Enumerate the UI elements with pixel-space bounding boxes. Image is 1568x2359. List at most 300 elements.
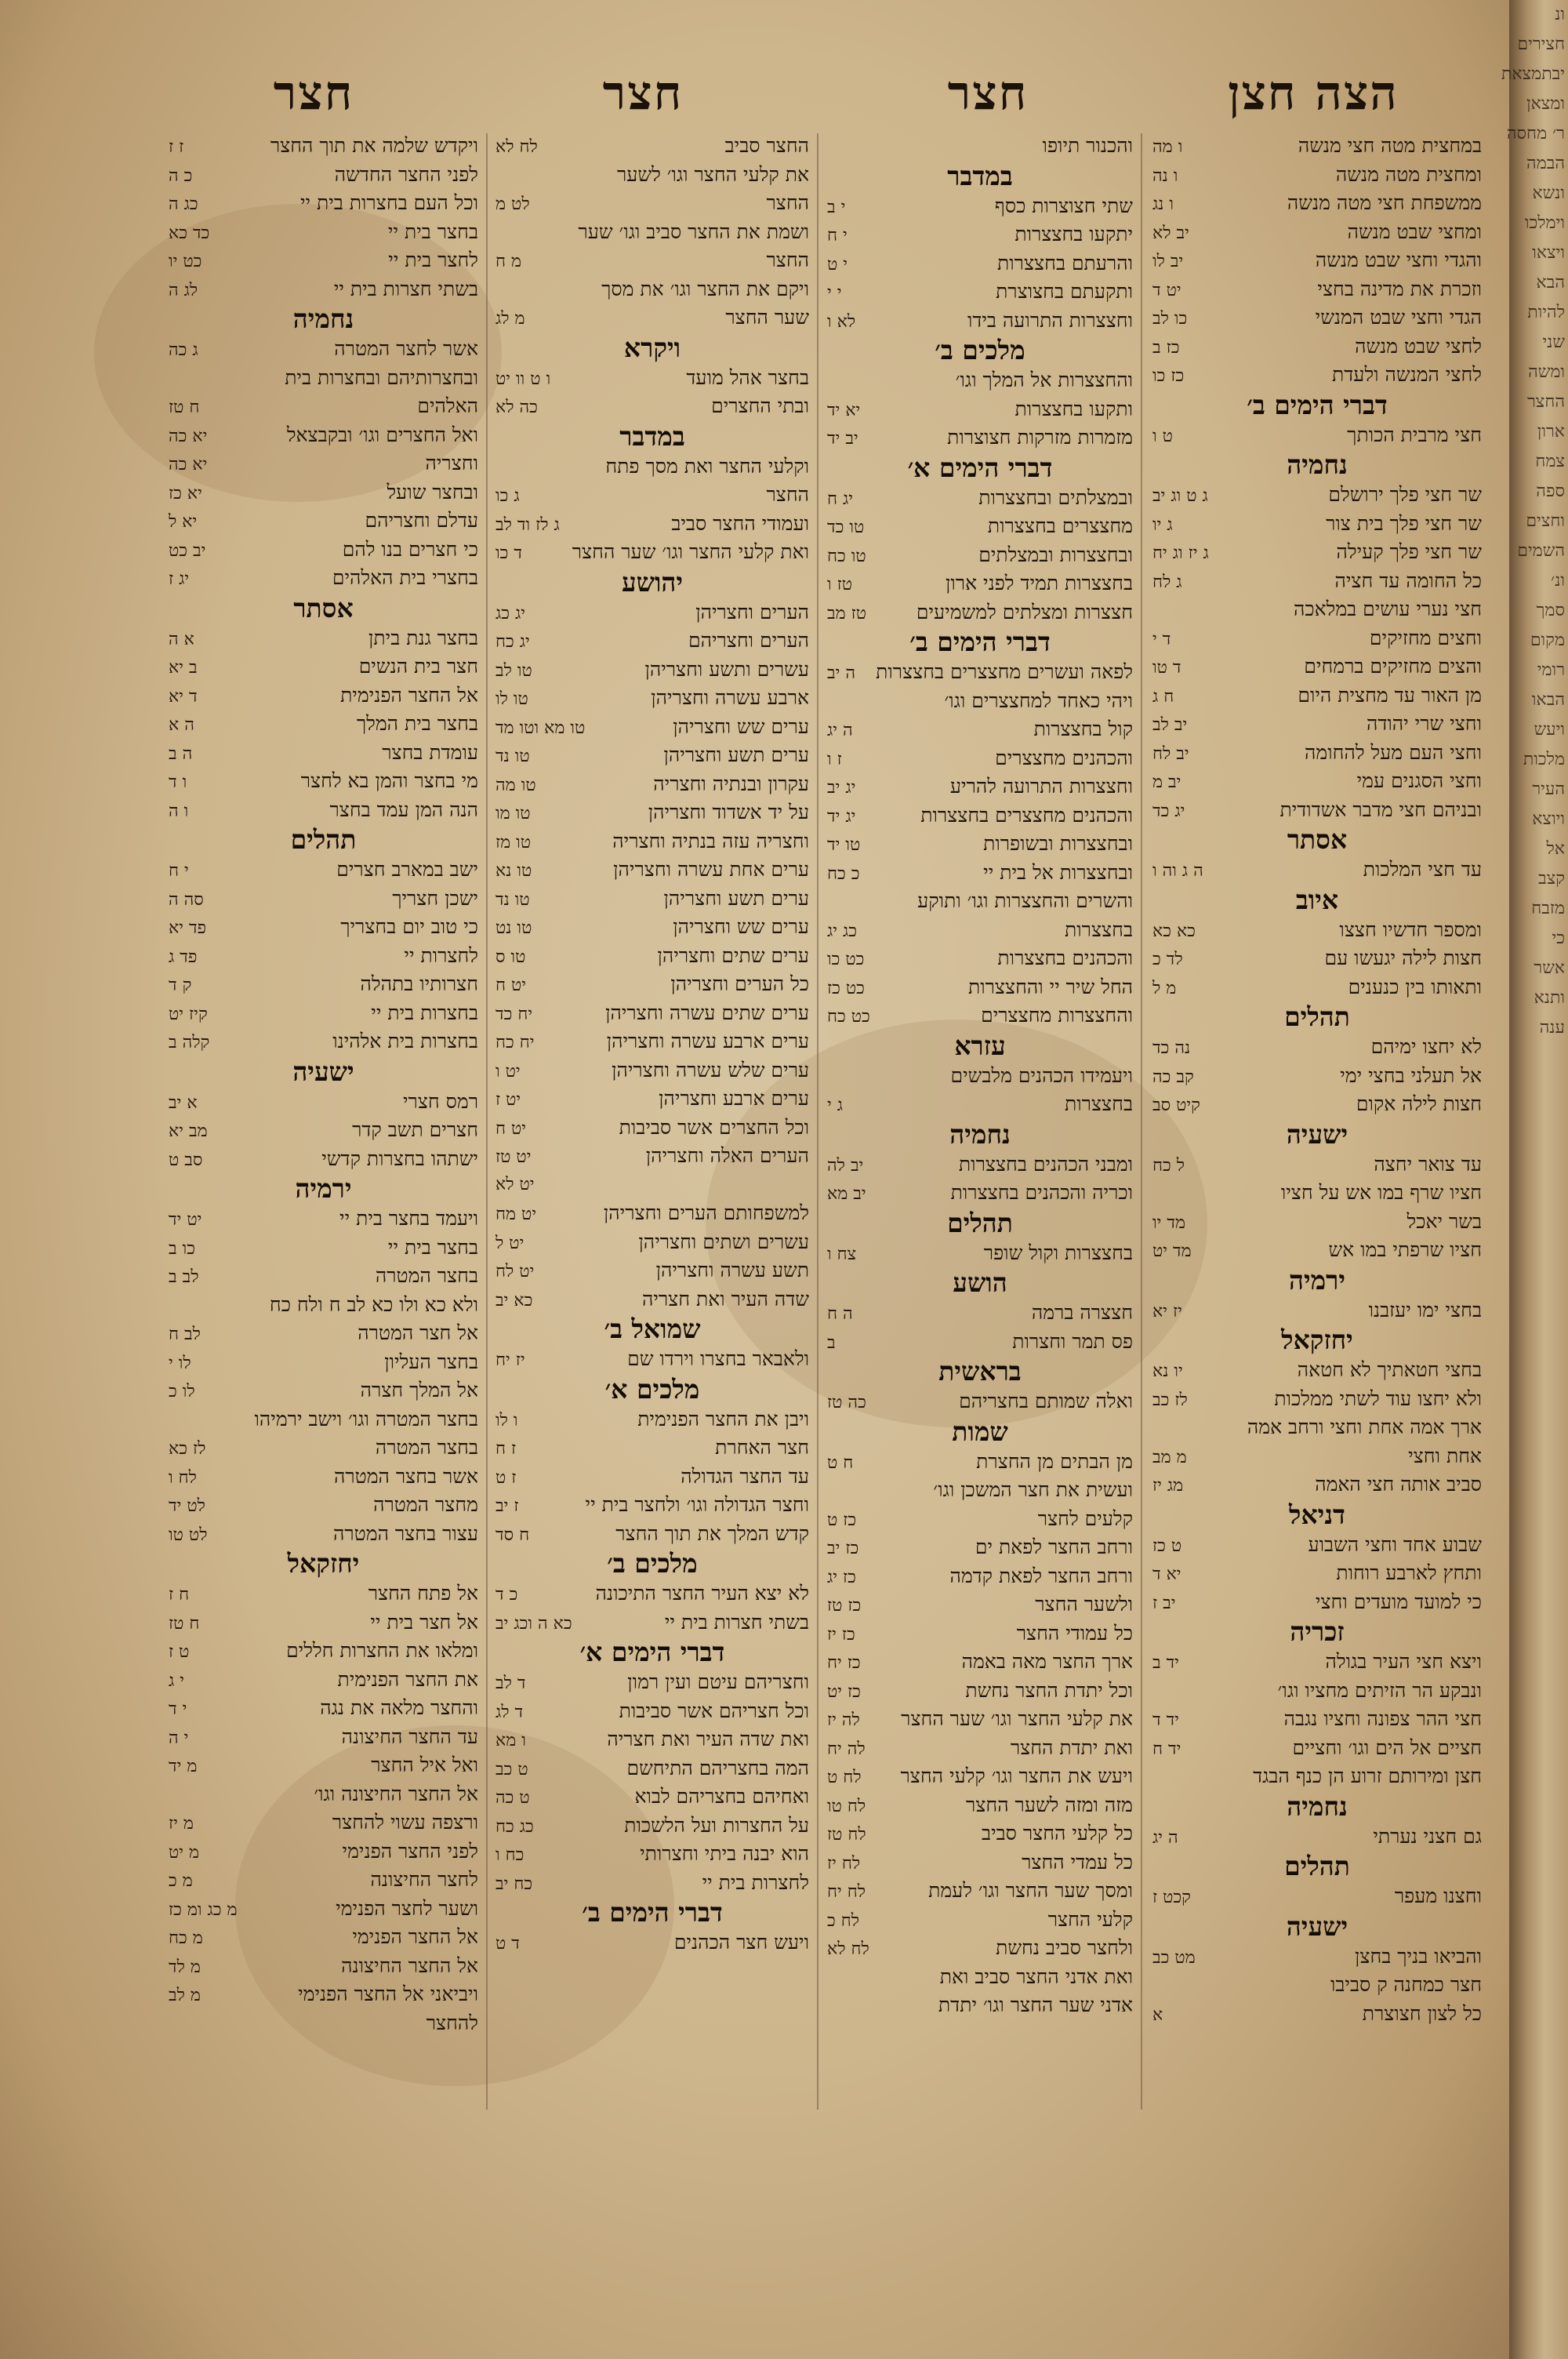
entry-text: ונבקע הר הזיתים מחציו וגו׳	[1277, 1678, 1482, 1702]
entry-text: שר חצי פלך בית צור	[1326, 511, 1482, 535]
entry-text: עד חצי המלכות	[1363, 858, 1482, 881]
edge-text-line: מלכות	[1523, 750, 1565, 769]
header-col2: חצר	[947, 66, 1029, 121]
entry-text: האלהים	[417, 394, 478, 417]
concordance-entry	[495, 656, 809, 685]
entry-text: וכריה והכהנים בחצצרות	[950, 1181, 1133, 1204]
verse-reference: לט טו	[169, 1525, 208, 1545]
verse-reference: סה ה	[169, 889, 204, 910]
entry-text: בחצר בית יי	[387, 220, 478, 243]
entry-text: ומספר חדשיו חצצו	[1339, 918, 1482, 941]
verse-reference: ה א	[169, 715, 194, 735]
entry-text: בחצרות בית אלהינו	[332, 1030, 478, 1052]
entry-text: חציו שרפתי במו אש	[1328, 1238, 1482, 1261]
verse-reference: ו מה	[1152, 137, 1183, 157]
entry-text: כי למועד מועדים וחצי	[1315, 1590, 1482, 1613]
verse-reference: כט כז	[827, 978, 865, 998]
entry-text: וכל חצריהם אשר סביבות	[619, 1699, 809, 1722]
verse-reference: ג כו	[495, 486, 520, 506]
entry-text: וחצי שרי יהודה	[1366, 712, 1482, 735]
edge-text-line: אשר	[1534, 958, 1565, 978]
concordance-entry	[169, 682, 478, 711]
edge-text-line: סמך	[1536, 601, 1565, 620]
concordance-entry	[1152, 1588, 1482, 1617]
concordance-entry	[1152, 421, 1482, 450]
concordance-entry	[169, 507, 478, 536]
entry-text: שתי חצוצרות כסף	[994, 194, 1133, 217]
concordance-entry	[169, 1234, 478, 1263]
book-heading: תהלים	[1284, 1001, 1350, 1032]
concordance-entry	[495, 1114, 809, 1143]
entry-text: ארך אמה אחת וחצי ורחב אמה	[1247, 1416, 1482, 1438]
verse-reference: כ כח	[827, 863, 860, 884]
verse-reference: לה יח	[827, 1739, 866, 1759]
entry-text: בחצרות בית יי	[371, 1001, 478, 1024]
concordance-entry	[1152, 595, 1482, 624]
concordance-entry	[495, 1608, 809, 1637]
verse-reference: לט יד	[169, 1496, 205, 1516]
verse-reference: יב לב	[1152, 715, 1188, 735]
entry-text: לחצי שבט מנשה	[1355, 334, 1482, 358]
concordance-entry	[827, 859, 1133, 888]
concordance-entry	[169, 1608, 478, 1637]
concordance-entry	[827, 1387, 1133, 1416]
edge-text-line: מזבח	[1531, 899, 1565, 918]
verse-reference: כד כא	[169, 223, 210, 243]
concordance-entry	[827, 1906, 1133, 1935]
entry-text: ולא כא ולו כא לב ח ולח כח	[269, 1292, 478, 1316]
edge-text-line: ויוצא	[1532, 809, 1565, 829]
entry-text: מזמרות מזרקות חצוצרות	[947, 426, 1133, 449]
entry-text: את קלעי החצר וגו׳ שער החצר	[901, 1707, 1133, 1730]
entry-text: ובחצצרות ובמצלתים	[978, 543, 1133, 566]
verse-reference: מ כ	[169, 1871, 193, 1891]
edge-text-line: ארון	[1537, 422, 1565, 442]
concordance-entry	[495, 885, 809, 914]
verse-reference: מ מב	[1152, 1447, 1187, 1467]
concordance-entry	[827, 249, 1133, 278]
entry-text: לחצרות בית יי	[702, 1870, 809, 1894]
entry-text: לחצרות יי	[404, 943, 478, 967]
concordance-entry	[1152, 1296, 1482, 1325]
concordance-entry	[169, 1866, 478, 1895]
verse-reference: א יב	[169, 1092, 198, 1113]
entry-text: חצצרות ומצלתים למשמיעים	[916, 600, 1133, 623]
entry-text: כל הערים וחצריהן	[670, 972, 809, 995]
verse-reference: ז ז	[169, 137, 184, 157]
entry-text: בחצר העליון	[384, 1350, 478, 1373]
concordance-entry	[827, 801, 1133, 831]
verse-reference: ו נג	[1152, 194, 1174, 214]
verse-reference: ט כב	[495, 1759, 528, 1779]
entry-text: חצצרה ברמה	[1031, 1301, 1133, 1324]
entry-text: חצי ההר צפונה וחציו נגבה	[1283, 1707, 1482, 1730]
verse-reference: ח סד	[495, 1525, 530, 1545]
verse-reference: יט לח	[495, 1262, 535, 1281]
concordance-entry	[169, 970, 478, 999]
entry-text: לפאה ועשרים מחצצרים בחצצרות	[876, 660, 1133, 683]
verse-reference: טו לו	[495, 689, 528, 709]
concordance-entry	[1152, 1150, 1482, 1180]
verse-reference: לח לא	[827, 1939, 869, 1959]
entry-text: חצרים תשב קדר	[352, 1118, 478, 1141]
book-heading: אסתר	[1287, 824, 1348, 855]
verse-reference: לב ב	[169, 1267, 199, 1287]
entry-text: אל החצר החיצונה וגו׳	[314, 1782, 478, 1805]
entry-text: בחצצרות	[1065, 918, 1133, 941]
verse-reference: יב לה	[827, 1155, 864, 1176]
verse-reference: טו מז	[495, 832, 532, 852]
book-heading: דניאל	[1289, 1499, 1345, 1530]
verse-reference: יט ז	[495, 1090, 521, 1110]
verse-reference: ג י	[827, 1096, 844, 1115]
verse-reference: מ יט	[169, 1842, 200, 1863]
entry-text: והצים מחזיקים ברמחים	[1304, 655, 1482, 678]
entry-text: לא יצא העיר החצר התיכונה	[595, 1582, 809, 1605]
concordance-entry	[1152, 1179, 1482, 1208]
edge-text-line: העיר	[1532, 780, 1565, 799]
concordance-entry	[169, 1751, 478, 1780]
verse-reference: טו כח	[827, 546, 866, 566]
verse-reference: ד לג	[495, 1702, 524, 1722]
concordance-entry	[1152, 652, 1482, 682]
verse-reference: כא ה וכג יב	[495, 1613, 572, 1634]
concordance-entry	[1152, 1705, 1482, 1734]
entry-text: עקרון ובנתיה וחצריה	[653, 772, 809, 795]
concordance-entry	[827, 512, 1133, 541]
entry-text: עשרים ושתים וחצריהן	[638, 1230, 809, 1253]
verse-reference: ד י	[1152, 629, 1171, 649]
edge-text-line: קצב	[1538, 869, 1565, 889]
verse-reference: יא כז	[169, 483, 202, 503]
entry-text: ויביאני אל החצר הפנימי	[298, 1983, 478, 2005]
concordance-entry	[495, 1027, 809, 1056]
verse-reference: יב לא	[1152, 223, 1189, 243]
entry-text: שבוע אחד וחצי השבוע	[1308, 1532, 1482, 1556]
verse-reference: ז ט	[495, 1467, 517, 1488]
concordance-entry	[1152, 1385, 1482, 1414]
concordance-entry	[1152, 1943, 1482, 1972]
verse-reference: קכט ז	[1152, 1888, 1191, 1907]
concordance-entry	[169, 564, 478, 593]
entry-text: המה בחצריהם התיחשם	[626, 1756, 809, 1779]
verse-reference: מ לב	[169, 1986, 201, 2005]
entry-text: בשר יאכל	[1406, 1209, 1482, 1233]
entry-text: ויעמד בחצר בית יי	[339, 1207, 478, 1230]
entry-text: קול בחצצרות	[1033, 718, 1133, 740]
verse-reference: מ כח	[169, 1928, 203, 1948]
entry-text: הערים וחצריהן	[695, 600, 809, 623]
entry-text: שדה העיר ואת חצריה	[641, 1287, 809, 1310]
concordance-entry	[169, 1780, 478, 1809]
verse-reference: י ד	[169, 1699, 187, 1719]
entry-text: ועשית את חצר המשכן וגו׳	[933, 1478, 1133, 1501]
concordance-entry	[827, 1062, 1133, 1091]
verse-reference: ב יא	[169, 658, 198, 678]
entry-text: ושער לחצר הפנימי	[336, 1896, 478, 1920]
concordance-entry	[1152, 682, 1482, 711]
edge-text-line: אל	[1546, 839, 1565, 859]
edge-text-line: ספה	[1536, 482, 1565, 501]
concordance-entry	[827, 1562, 1133, 1591]
entry-text: כל קלעי החצר סביב	[982, 1822, 1133, 1845]
entry-text: ויצא חצי העיר בגולה	[1325, 1650, 1482, 1673]
verse-reference: לז כב	[1152, 1390, 1188, 1410]
concordance-entry	[169, 536, 478, 565]
concordance-entry	[169, 1952, 478, 1981]
entry-text: פס תמר וחצרות	[1012, 1329, 1133, 1353]
concordance-entry	[827, 1590, 1133, 1619]
concordance-entry	[827, 1239, 1133, 1268]
concordance-entry	[169, 796, 478, 825]
concordance-entry	[1152, 1971, 1482, 2000]
concordance-entry	[495, 913, 809, 942]
concordance-entry	[169, 1895, 478, 1924]
verse-reference: כ ה	[169, 165, 193, 186]
edge-text-line: מקום	[1530, 631, 1565, 650]
verse-reference: נה כד	[1152, 1038, 1191, 1058]
concordance-entry	[827, 1179, 1133, 1208]
verse-reference: לד כ	[1152, 950, 1183, 969]
entry-text: ובניהם חצי מדבר אשדודית	[1279, 798, 1482, 821]
verse-reference: טו מה	[495, 775, 536, 795]
concordance-entry	[495, 713, 809, 742]
verse-reference: טו נט	[495, 918, 532, 938]
concordance-entry	[1152, 538, 1482, 567]
entry-text: חצות לילה אקום	[1356, 1092, 1482, 1115]
verse-reference: יב מא	[827, 1184, 866, 1204]
edge-text-line: ונ׳	[1551, 571, 1565, 591]
entry-text: ויעש את החצר וגו׳ קלעי החצר	[900, 1765, 1133, 1787]
concordance-entry	[1152, 161, 1482, 190]
verse-reference: מב יא	[169, 1121, 208, 1141]
concordance-entry	[169, 1027, 478, 1056]
entry-text: לחצר החיצונה	[370, 1868, 478, 1891]
concordance-entry	[1152, 567, 1482, 596]
verse-reference: יא כה	[169, 455, 208, 474]
concordance-entry	[827, 192, 1133, 221]
entry-text: לחצי המנשה ולעדת	[1332, 363, 1482, 386]
entry-text: רמס חצרי	[403, 1089, 478, 1113]
concordance-entry	[169, 1666, 478, 1695]
entry-text: בחצר בית יי	[387, 1235, 478, 1259]
verse-reference: כח יב	[495, 1874, 533, 1894]
entry-text: אל פתח החצר	[368, 1582, 478, 1605]
concordance-entry	[1152, 304, 1482, 333]
verse-reference: ו מא	[495, 1731, 526, 1750]
verse-reference: יב לו	[1152, 252, 1184, 271]
concordance-entry	[827, 887, 1133, 916]
concordance-entry	[495, 1056, 809, 1085]
entry-text: את החצר הפנימית	[337, 1667, 478, 1691]
column-divider	[486, 133, 488, 2110]
entry-text: וכל העם בחצרות בית יי	[299, 191, 478, 214]
entry-text: אל המלך חצרה	[360, 1379, 478, 1401]
concordance-entry	[827, 1505, 1133, 1534]
verse-reference: טז מב	[827, 603, 867, 623]
concordance-entry	[827, 916, 1133, 945]
concordance-entry	[169, 392, 478, 421]
verse-reference: יא כה	[169, 426, 208, 446]
verse-reference: כה טז	[827, 1393, 866, 1412]
concordance-entry	[1152, 624, 1482, 653]
book-heading: ישעיה	[292, 1056, 354, 1087]
verse-reference: כט יו	[169, 252, 202, 271]
concordance-entry	[169, 1116, 478, 1145]
entry-text: ואחיהם בחצריהם לבוא	[634, 1785, 809, 1808]
concordance-entry	[169, 132, 478, 161]
entry-text: אדני שער החצר וגו׳ יתדת	[938, 1994, 1133, 2016]
entry-text: כי חצרים בנו להם	[342, 537, 478, 561]
verse-reference: טו נד	[495, 747, 530, 766]
entry-text: ואל איל החצר	[371, 1754, 478, 1776]
concordance-entry	[495, 510, 809, 539]
verse-reference: לז כא	[169, 1439, 206, 1459]
verse-reference: כ ד	[495, 1585, 518, 1605]
entry-text: עד החצר הגדולה	[681, 1464, 809, 1488]
verse-reference: קיט סב	[1152, 1096, 1200, 1115]
concordance-entry	[1152, 856, 1482, 885]
concordance-entry	[169, 1491, 478, 1520]
entry-text: כל החומה עד חציה	[1334, 569, 1482, 592]
concordance-entry	[827, 1150, 1133, 1180]
verse-reference: לג ה	[169, 280, 198, 300]
entry-text: החל שיר יי והחצצרות	[967, 975, 1133, 998]
concordance-entry	[1152, 1648, 1482, 1677]
concordance-entry	[1152, 361, 1482, 390]
entry-text: בחצצרות וקול שופר	[983, 1241, 1133, 1264]
concordance-entry	[827, 1819, 1133, 1848]
concordance-entry	[169, 1980, 478, 2009]
entry-text: בחצר המטרה	[375, 1436, 478, 1459]
concordance-entry	[495, 684, 809, 713]
entry-text: ורחב החצר לפאת ים	[975, 1536, 1133, 1558]
edge-text-line: הבמה	[1526, 154, 1565, 173]
entry-text: בשתי חצרות בית יי	[333, 277, 478, 300]
verse-reference: יג כח	[495, 632, 530, 652]
concordance-entry	[827, 1705, 1133, 1734]
verse-reference: יד ד	[1152, 1710, 1179, 1730]
verse-reference: ז ו	[827, 749, 842, 769]
verse-reference: א	[1152, 2005, 1163, 2025]
entry-text: ישתהו בחצרות קדשי	[321, 1147, 478, 1170]
concordance-column-3	[495, 132, 809, 2139]
concordance-entry	[169, 364, 478, 393]
entry-text: והשרים והחצצרות וגו׳ ותוקע	[917, 889, 1133, 912]
concordance-entry	[827, 1648, 1133, 1677]
concordance-entry	[827, 1677, 1133, 1706]
verse-reference: ד כו	[495, 543, 522, 563]
entry-text: הנה המן עמד בחצר	[329, 798, 478, 821]
verse-reference: יג ח	[827, 489, 854, 509]
concordance-entry	[1152, 275, 1482, 304]
entry-text: כל עמדי החצר	[1022, 1850, 1133, 1874]
entry-text: וחצצרות התרועה להריע	[949, 775, 1133, 798]
verse-reference: פד יא	[169, 918, 207, 938]
concordance-entry	[495, 161, 809, 190]
verse-reference: כז יג	[827, 1567, 856, 1587]
verse-reference: כג ה	[169, 194, 198, 214]
entry-text: ומלאו את החצרות חללים	[286, 1639, 478, 1662]
concordance-entry	[495, 453, 809, 482]
verse-reference: כז יח	[827, 1653, 861, 1673]
verse-reference: מ לג	[495, 309, 525, 329]
entry-text: וקלעי החצר ואת מסך פתח	[605, 454, 809, 478]
concordance-entry	[495, 392, 809, 421]
verse-reference: ט כז	[1152, 1536, 1182, 1556]
header-col3: חצר	[602, 66, 684, 121]
verse-reference: ד יא	[169, 686, 198, 707]
facing-page-edge	[1501, 0, 1568, 2359]
concordance-entry	[827, 944, 1133, 973]
entry-text: וחצנו מעפר	[1394, 1885, 1482, 1907]
entry-text: ומסך שער החצר וגו׳ לעמת	[928, 1879, 1133, 1902]
concordance-entry	[1152, 2000, 1482, 2029]
concordance-entry	[169, 1463, 478, 1492]
entry-text: מן האור עד מחצית היום	[1298, 683, 1482, 707]
book-heading: דברי הימים ב׳	[909, 627, 1051, 657]
entry-text: על יד אשדוד וחצריהן	[648, 801, 809, 823]
verse-reference: יט ו	[495, 1061, 521, 1081]
verse-reference: לו כ	[169, 1382, 195, 1401]
verse-reference: כז ב	[1152, 337, 1180, 358]
concordance-entry	[495, 1285, 809, 1314]
concordance-entry	[1152, 1559, 1482, 1588]
verse-reference: ו ה	[169, 801, 189, 821]
verse-reference: לא ו	[827, 311, 856, 332]
concordance-entry	[827, 744, 1133, 773]
concordance-entry	[827, 1991, 1133, 2020]
concordance-entry	[827, 1090, 1133, 1119]
edge-text-line: ונשא	[1532, 184, 1565, 203]
concordance-entry	[169, 1376, 478, 1405]
entry-text: ערים תשע וחצריהן	[663, 743, 809, 766]
entry-text: ערים שש וחצריהן	[673, 714, 809, 738]
verse-reference: לח ו	[169, 1467, 197, 1488]
verse-reference: יא ד	[1152, 1565, 1181, 1584]
edge-text-line: החצר	[1526, 392, 1565, 412]
verse-reference: כט כו	[827, 950, 865, 969]
concordance-entry	[827, 366, 1133, 395]
verse-reference: ח ט	[827, 1452, 854, 1473]
concordance-column-2	[827, 132, 1133, 2139]
verse-reference: י ה	[169, 1728, 189, 1748]
concordance-entry	[495, 627, 809, 656]
verse-reference: ג ט וג יב	[1152, 486, 1208, 506]
concordance-entry	[495, 970, 809, 999]
entry-text: סביב אותה חצי האמה	[1315, 1473, 1482, 1496]
edge-text-line: להיות	[1527, 303, 1565, 322]
verse-reference: יו נא	[1152, 1361, 1183, 1381]
verse-reference: יג יב	[827, 778, 856, 798]
entry-text: קלעי החצר	[1047, 1907, 1133, 1931]
entry-text: בחצצרות תמיד לפני ארון	[946, 572, 1133, 594]
concordance-entry	[1152, 796, 1482, 825]
verse-reference: ה יג	[827, 721, 853, 740]
entry-text: ואלה שמותם בחצריהם	[959, 1390, 1133, 1412]
verse-reference: מ ל	[1152, 978, 1177, 998]
verse-reference: יד ב	[1152, 1653, 1179, 1673]
entry-text: בחצר המטרה	[375, 1264, 478, 1287]
concordance-entry	[169, 1723, 478, 1752]
concordance-entry	[827, 1476, 1133, 1505]
book-heading: הושע	[953, 1267, 1007, 1298]
concordance-entry	[495, 1520, 809, 1549]
entry-text: ממשפחת חצי מטה מנשה	[1287, 191, 1482, 214]
concordance-entry	[1152, 916, 1482, 945]
entry-text: בשתי חצרות בית יי	[664, 1610, 809, 1634]
entry-text: גם חצני נערתי	[1373, 1824, 1482, 1848]
